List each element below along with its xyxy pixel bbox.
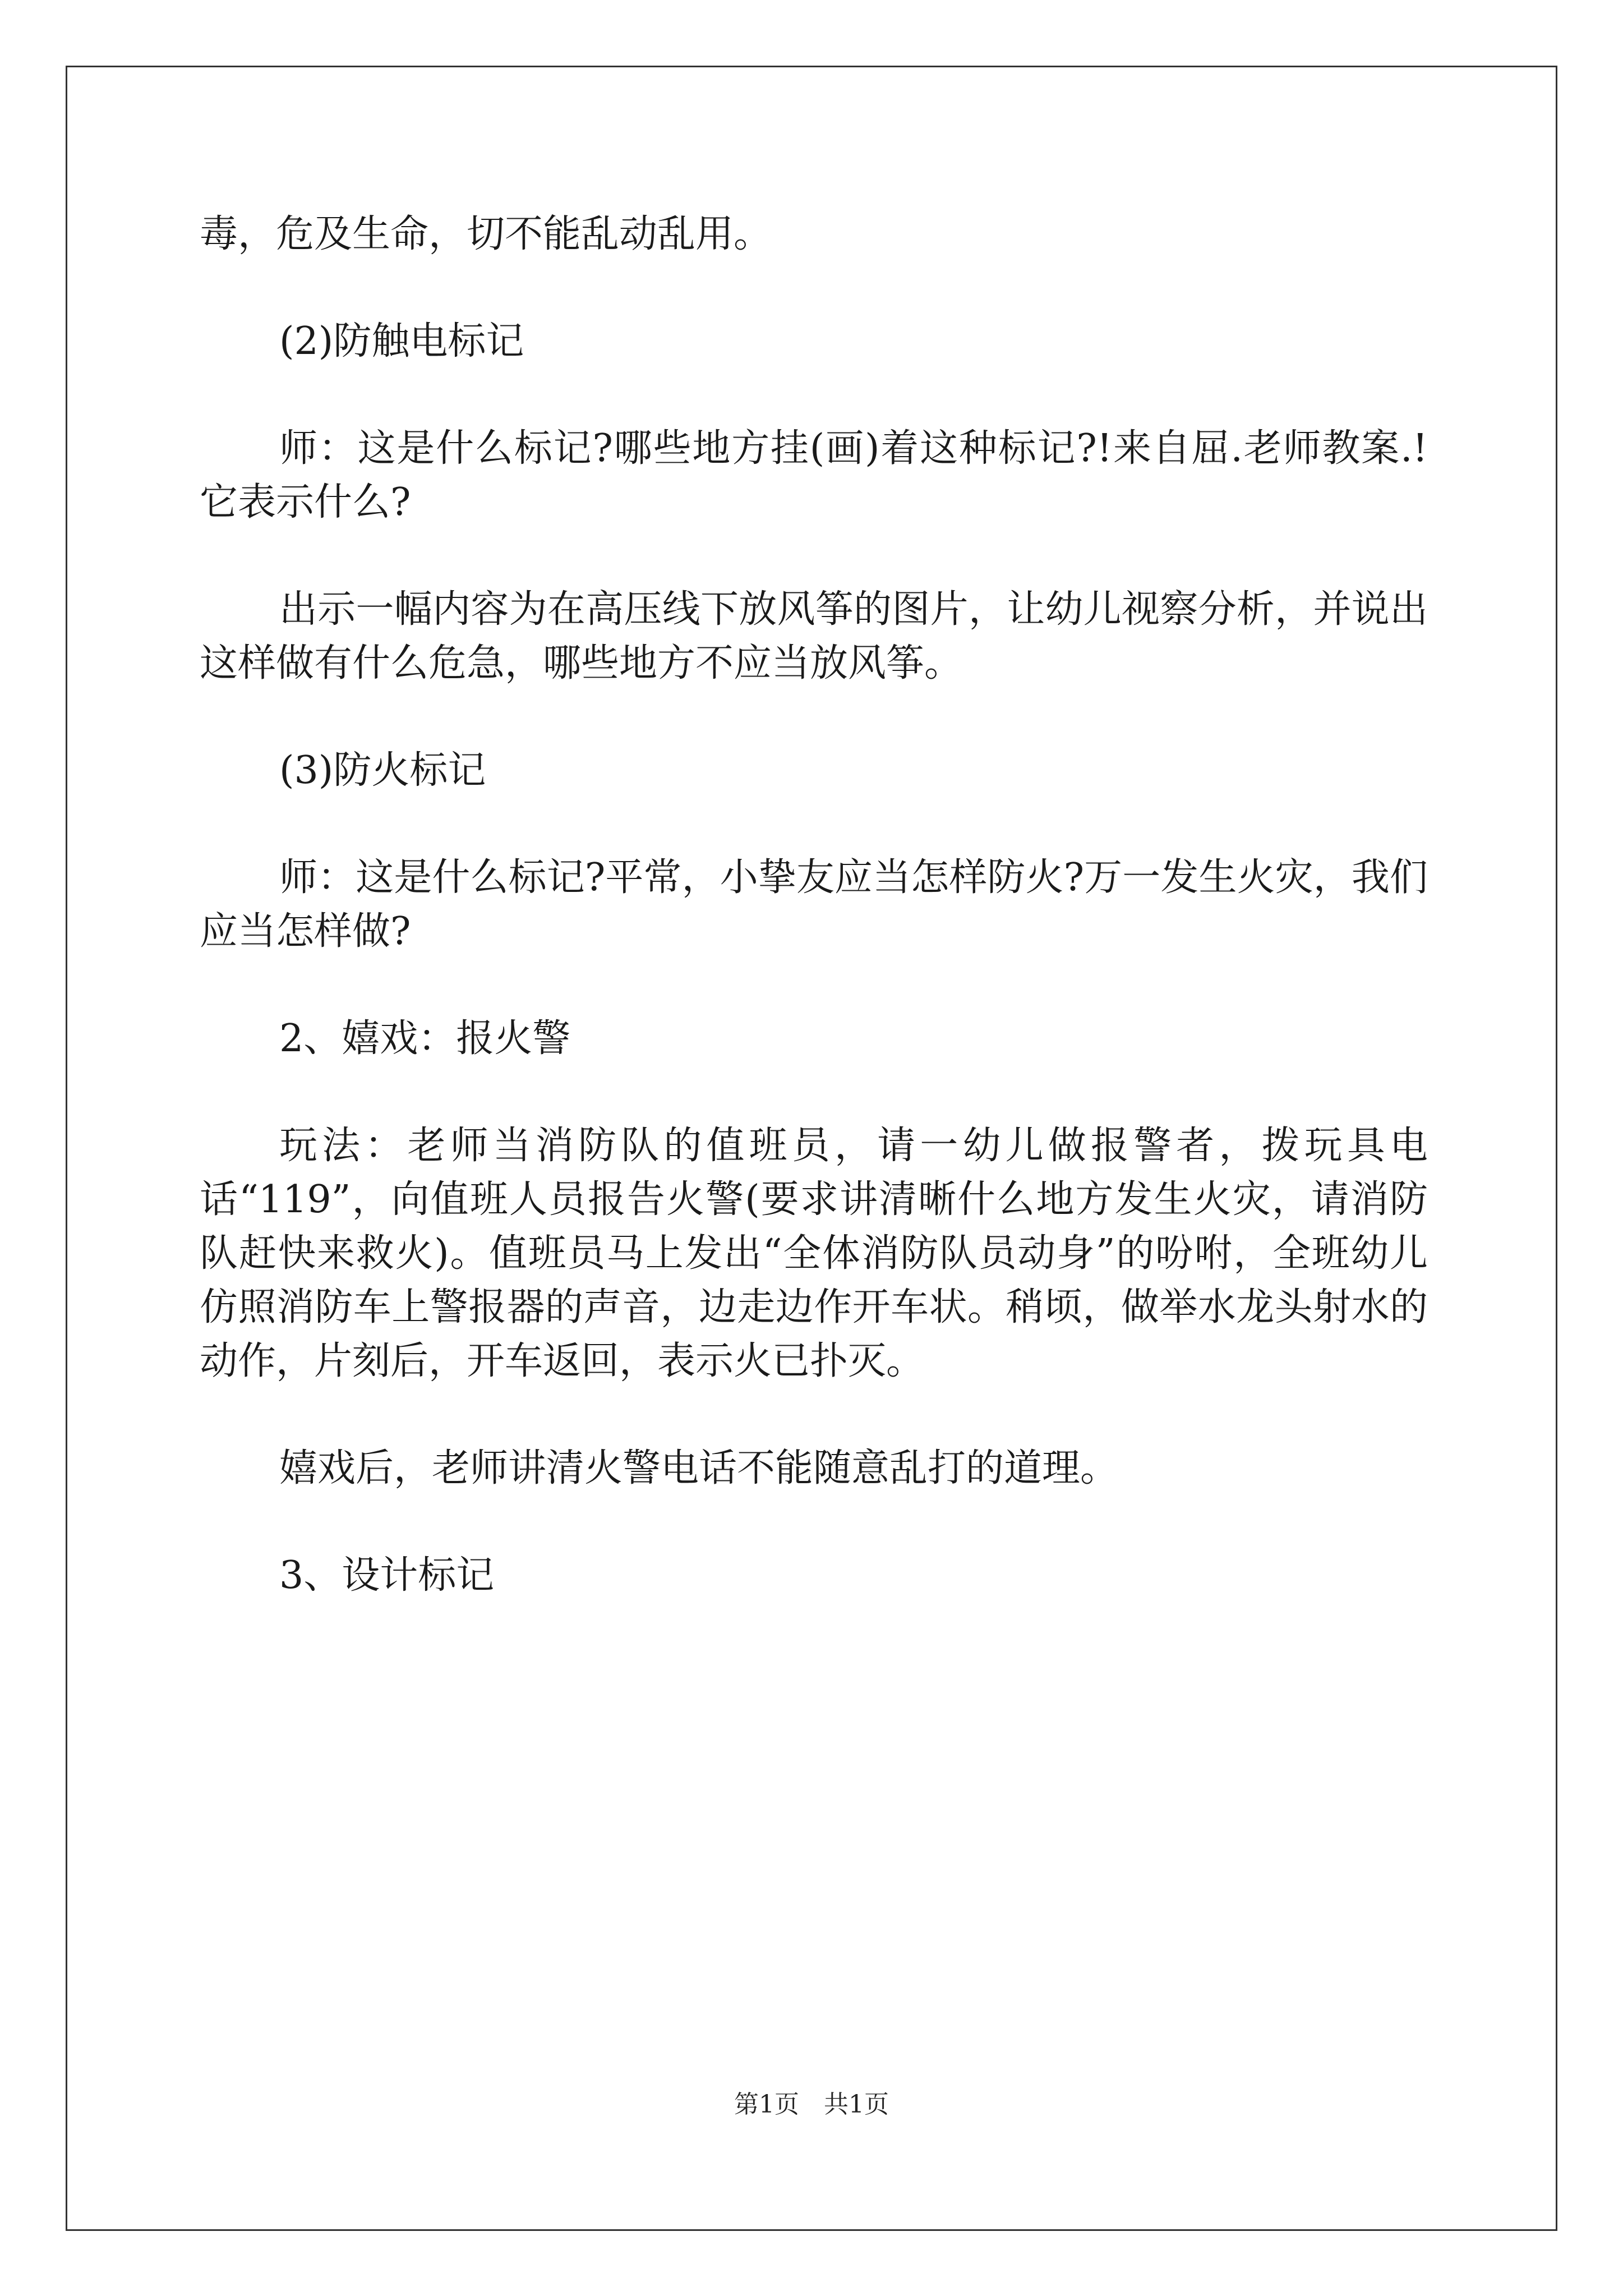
paragraph-teacher-question-2: 师：这是什么标记?平常，小挚友应当怎样防火?万一发生火灾，我们应当怎样做? (200, 855, 1428, 954)
page-number-footer: 第1页 共1页 (734, 2090, 889, 2119)
document-body (200, 208, 1428, 1656)
paragraph-kite-picture: 出示一幅内容为在高压线下放风筝的图片，让幼儿视察分析，并说出这样做有什么危急，哪些地方不应当放风筝。 (200, 587, 1428, 685)
paragraph-continuation: 毒，危及生命，切不能乱动乱用。 (200, 212, 772, 256)
heading-design-sign: 3、设计标记 (279, 1553, 495, 1598)
paragraph-game-rules: 玩法：老师当消防队的值班员，请一幼儿做报警者，拨玩具电话“119”，向值班人员报告火警(要求讲清晰什么地方发生火灾，请消防队赶快来救火)。值班员马上发出“全体消防队员动身”的吩咐，全班幼儿仿照消防车上警报器的声音，边走边作开车状。稍顷，做举水龙头射水的动作，片刻后，开车返回，表示火已扑灭。 (200, 1124, 1428, 1383)
paragraph-teacher-question-1: 师：这是什么标记?哪些地方挂(画)着这种标记?!来自屈.老师教案.!它表示什么? (200, 426, 1428, 524)
heading-fire-sign: (3)防火标记 (279, 748, 486, 793)
paragraph-after-game: 嬉戏后，老师讲清火警电话不能随意乱打的道理。 (279, 1446, 1119, 1490)
heading-electric-shock-sign: (2)防触电标记 (279, 319, 524, 364)
heading-game-fire-alarm: 2、嬉戏：报火警 (279, 1016, 571, 1061)
